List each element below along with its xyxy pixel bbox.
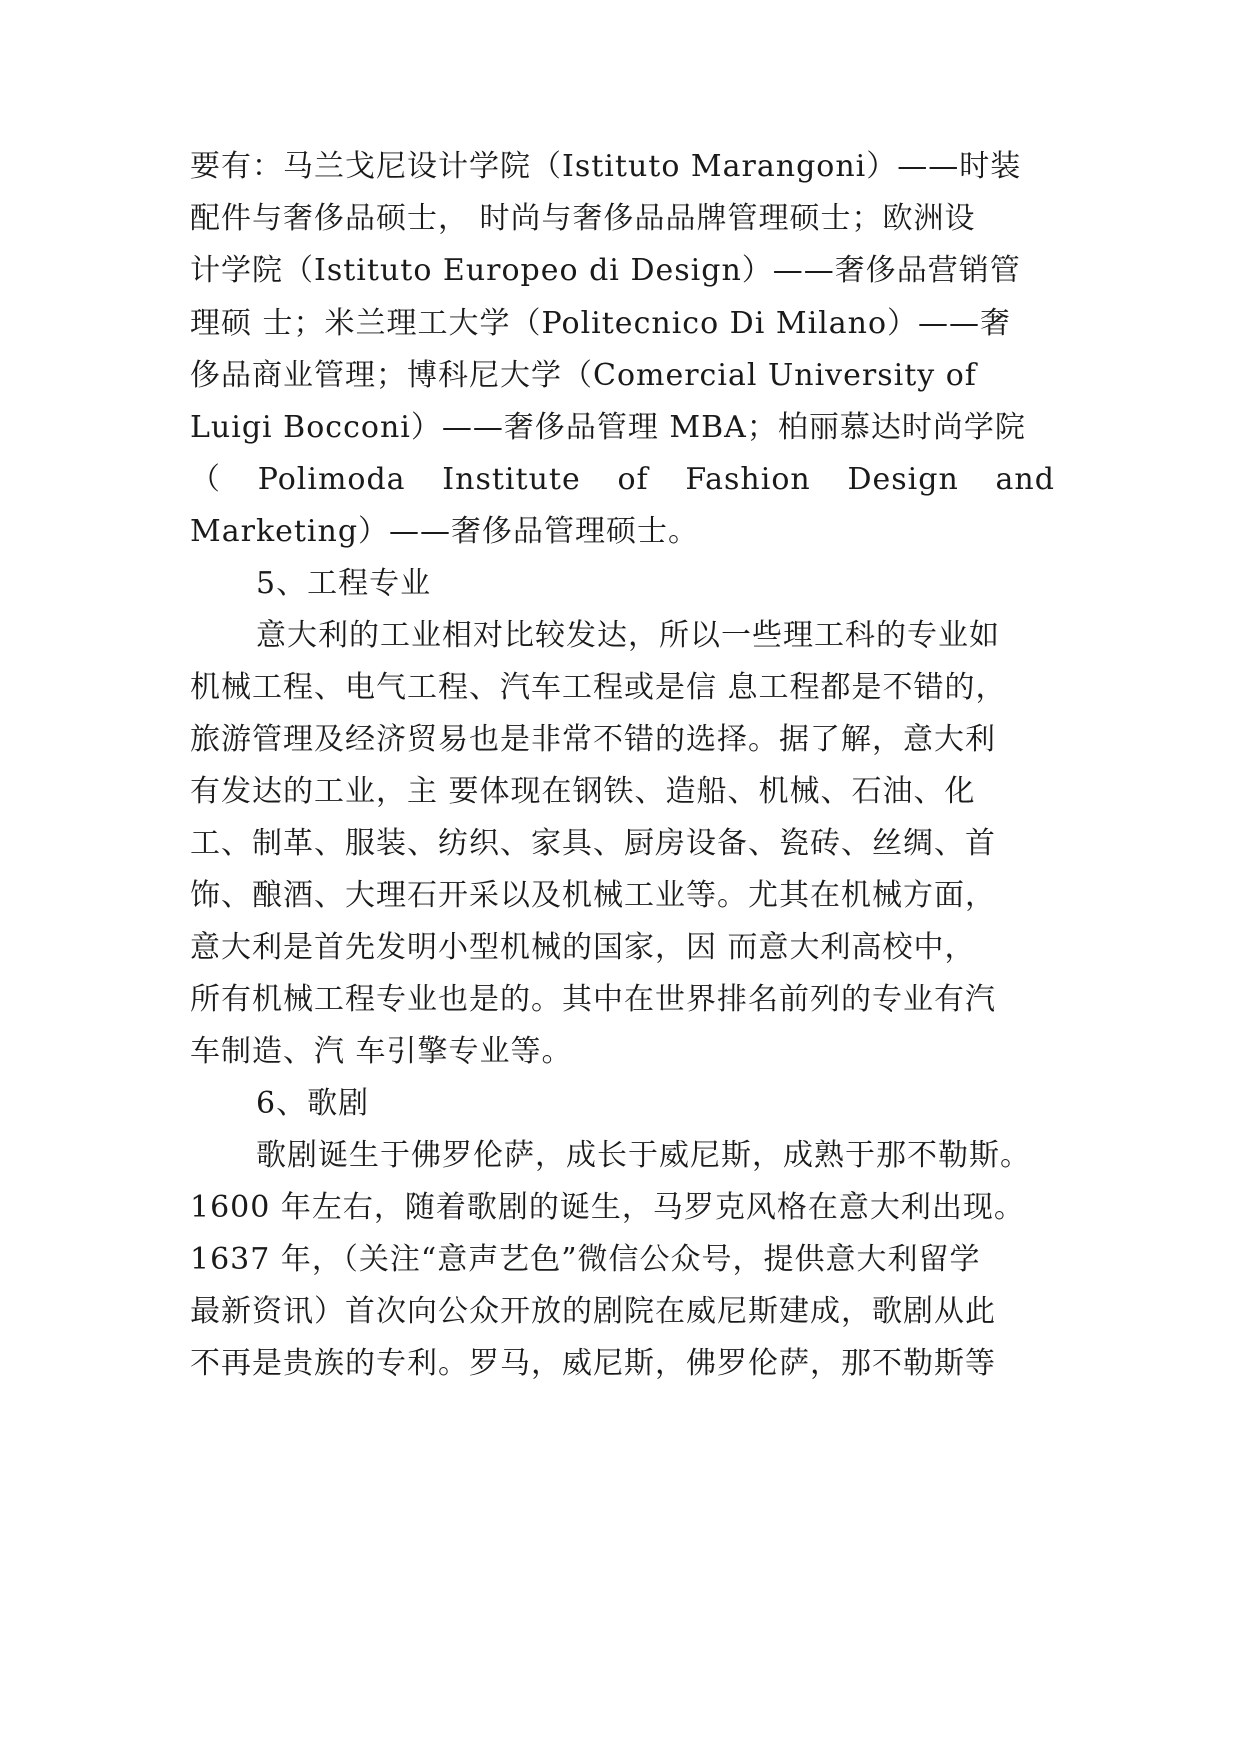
word: Design	[847, 462, 959, 497]
text-line: 旅游管理及经济贸易也是非常不错的选择。据了解，意大利	[190, 722, 996, 757]
text-line: 配件与奢侈品硕士， 时尚与奢侈品品牌管理硕士；欧洲设	[190, 201, 976, 236]
word: and	[995, 462, 1055, 497]
text-line: 1600 年左右，随着歌剧的诞生，马罗克风格在意大利出现。	[190, 1190, 1025, 1225]
text-line: 有发达的工业，主 要体现在钢铁、造船、机械、石油、化	[190, 774, 976, 809]
text-line: 最新资讯）首次向公众开放的剧院在威尼斯建成，歌剧从此	[190, 1294, 996, 1329]
text-line: Marketing）——奢侈品管理硕士。	[190, 514, 700, 549]
text-line: 所有机械工程专业也是的。其中在世界排名前列的专业有汽	[190, 982, 996, 1017]
text-line: 车制造、汽 车引擎专业等。	[190, 1034, 573, 1069]
text-line: 意大利是首先发明小型机械的国家，因 而意大利高校中，	[190, 930, 976, 965]
text-line: 意大利的工业相对比较发达，所以一些理工科的专业如	[256, 618, 1000, 653]
text-line: 理硕 士；米兰理工大学（Politecnico Di Milano）——奢	[190, 306, 1012, 341]
word: of	[617, 462, 649, 497]
word: Polimoda	[257, 462, 406, 497]
text-line: 不再是贵族的专利。罗马，威尼斯，佛罗伦萨，那不勒斯等	[190, 1346, 996, 1381]
text-line: 饰、酿酒、大理石开采以及机械工业等。尤其在机械方面，	[190, 878, 996, 913]
section-heading-engineering: 5、工程专业	[256, 566, 432, 601]
word: Fashion	[685, 462, 811, 497]
text-line-justified	[190, 458, 1055, 502]
word: Institute	[442, 462, 581, 497]
text-line: 工、制革、服装、纺织、家具、厨房设备、瓷砖、丝绸、首	[190, 826, 996, 861]
text-line: 侈品商业管理；博科尼大学（Comercial University of	[190, 358, 977, 393]
text-line: 1637 年，（关注“意声艺色”微信公众号，提供意大利留学	[190, 1242, 981, 1277]
section-heading-opera: 6、歌剧	[256, 1086, 370, 1121]
text-line: 机械工程、电气工程、汽车工程或是信 息工程都是不错的，	[190, 670, 1007, 705]
text-line: Luigi Bocconi）——奢侈品管理 MBA；柏丽慕达时尚学院	[190, 410, 1026, 445]
text-line: 计学院（Istituto Europeo di Design）——奢侈品营销管	[190, 253, 1021, 288]
text-line: 歌剧诞生于佛罗伦萨，成长于威尼斯，成熟于那不勒斯。	[256, 1138, 1031, 1173]
text-line: 要有：马兰戈尼设计学院（Istituto Marangoni）——时装	[190, 149, 1022, 184]
word: （	[190, 462, 221, 497]
